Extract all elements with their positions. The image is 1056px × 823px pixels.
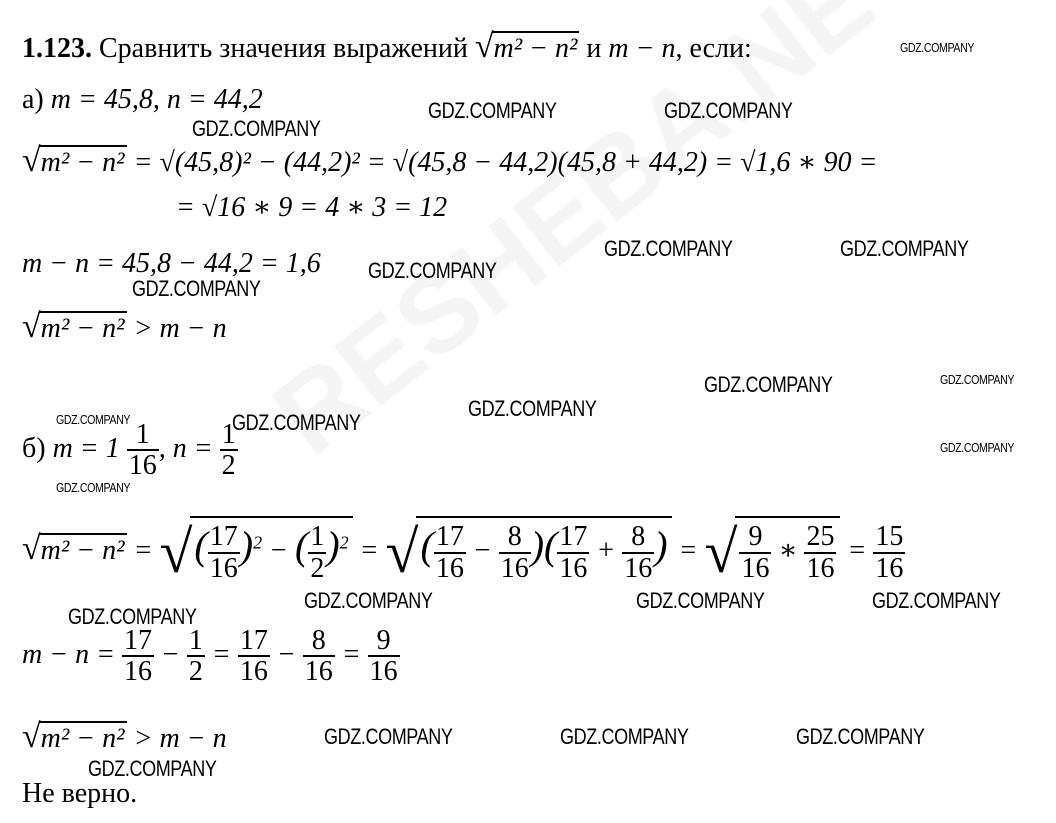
watermark: GDZ.COMPANY bbox=[900, 40, 975, 55]
watermark: GDZ.COMPANY bbox=[56, 480, 131, 495]
fraction-denominator: 16 bbox=[435, 552, 464, 584]
watermark: GDZ.COMPANY bbox=[304, 588, 433, 613]
watermark: GDZ.COMPANY bbox=[840, 236, 969, 261]
sqrt-expression: m² − n² bbox=[40, 723, 125, 754]
fraction-denominator: 16 bbox=[559, 552, 588, 584]
fraction-numerator: 1 bbox=[188, 625, 203, 656]
fraction-numerator: 8 bbox=[622, 522, 654, 553]
sqrt-expression: m² − n² bbox=[40, 535, 125, 566]
fraction-numerator: 1 bbox=[310, 521, 325, 553]
watermark: GDZ.COMPANY bbox=[560, 724, 689, 749]
watermark: GDZ.COMPANY bbox=[232, 410, 361, 435]
sqrt-expression: m² − n² bbox=[40, 147, 125, 178]
watermark: GDZ.COMPANY bbox=[324, 724, 453, 749]
watermark: GDZ.COMPANY bbox=[872, 588, 1001, 613]
watermark: GDZ.COMPANY bbox=[636, 588, 765, 613]
watermark: GDZ.COMPANY bbox=[68, 604, 197, 629]
watermark: GDZ.COMPANY bbox=[132, 276, 261, 301]
watermark: GDZ.COMPANY bbox=[468, 396, 597, 421]
fraction-denominator: 16 bbox=[806, 552, 835, 584]
watermark: GDZ.COMPANY bbox=[604, 236, 733, 261]
part-b-difference: m − n = $\frac{17}{16}$ − $\frac{1}{2}$ = $\frac{17}{16}$ − $\frac{8}{16}$ = $\frac{9}{16}$ bbox=[22, 625, 398, 688]
fraction-numerator: 25 bbox=[806, 521, 835, 553]
part-a-compare: √m² − n² > m − n bbox=[22, 308, 227, 345]
watermark: GDZ.COMPANY bbox=[940, 440, 1015, 455]
fraction-denominator: 16 bbox=[209, 552, 238, 584]
given-n: , n = bbox=[158, 432, 213, 464]
part-b-given bbox=[22, 420, 238, 481]
watermark: GDZ.COMPANY bbox=[704, 372, 833, 397]
conclusion: Не верно. bbox=[22, 778, 138, 809]
fraction-numerator: 17 bbox=[209, 521, 238, 553]
fraction-numerator: 8 bbox=[499, 522, 531, 553]
watermark: GDZ.COMPANY bbox=[796, 724, 925, 749]
fraction-numerator: 1 bbox=[127, 420, 159, 451]
fraction-numerator: 9 bbox=[368, 626, 400, 657]
fraction-denominator: 2 bbox=[188, 656, 203, 688]
fraction-denominator: 16 bbox=[624, 552, 653, 584]
fraction-denominator: 16 bbox=[500, 552, 529, 584]
difference-lhs: m − n = bbox=[22, 638, 116, 670]
fraction-numerator: 17 bbox=[124, 625, 153, 656]
given-m: m = 1 bbox=[52, 432, 120, 464]
problem-tail: , если: bbox=[675, 33, 752, 64]
watermark: GDZ.COMPANY bbox=[664, 98, 793, 123]
watermark: GDZ.COMPANY bbox=[428, 98, 557, 123]
fraction-numerator: 9 bbox=[739, 522, 771, 553]
part-a-values: m = 45,8, n = 44,2 bbox=[50, 84, 263, 115]
problem-and: и bbox=[586, 33, 602, 64]
fraction-denominator: 16 bbox=[239, 656, 268, 688]
fraction-denominator: 16 bbox=[304, 656, 333, 688]
part-a-label: а) bbox=[22, 84, 44, 115]
fraction-denominator: 16 bbox=[128, 450, 157, 482]
fraction-numerator: 15 bbox=[875, 521, 904, 553]
part-a-line1: √m² − n² = √(45,8)² − (44,2)² = √(45,8 − 44,2)(45,8 + 44,2) = √1,6 ∗ 90 = bbox=[22, 142, 878, 179]
problem-expr2: m − n bbox=[608, 33, 676, 64]
watermark: GDZ.COMPANY bbox=[88, 756, 217, 781]
part-a-given bbox=[22, 84, 263, 116]
watermark: GDZ.COMPANY bbox=[56, 412, 131, 427]
sqrt-expression: m² − n² bbox=[493, 33, 578, 64]
problem-statement: Сравнить значения выражений bbox=[99, 33, 468, 64]
part-a-line1-tail: = √(45,8)² − (44,2)² = √(45,8 − 44,2)(45,8 + 44,2) = √1,6 ∗ 90 = bbox=[133, 147, 878, 178]
fraction-numerator: 8 bbox=[303, 626, 335, 657]
fraction-numerator: 17 bbox=[559, 521, 588, 553]
part-b-line1: √m² − n² = √( $\frac{17}{16}$ )$^2$ − ( $\frac{1}{2}$ )$^2$ = √( $\frac{17}{16}$ − $\frac{8}{16}$ )( $\frac{17}{16}$ + $\frac{8}{16}$ ) = √ $\frac{9}{16}$ ∗ $\frac{25}{16}$ = $\frac{15}{16}$ bbox=[22, 516, 905, 587]
fraction-denominator: 2 bbox=[221, 450, 236, 482]
fraction-denominator: 16 bbox=[369, 656, 398, 688]
compare-tail: > m − n bbox=[133, 313, 227, 344]
sqrt-expression: m² − n² bbox=[40, 313, 125, 344]
fraction-numerator: 17 bbox=[435, 521, 464, 553]
fraction-denominator: 2 bbox=[310, 552, 325, 584]
part-a-line2: = √16 ∗ 9 = 4 ∗ 3 = 12 bbox=[176, 192, 448, 223]
fraction-denominator: 16 bbox=[741, 552, 770, 584]
problem-title: 1.123. Сравнить значения выражений √m² − n² и m − n, если: bbox=[22, 28, 752, 65]
part-b-label: б) bbox=[22, 432, 46, 464]
problem-number: 1.123. bbox=[22, 33, 92, 64]
fraction-numerator: 17 bbox=[239, 625, 268, 656]
watermark: GDZ.COMPANY bbox=[368, 258, 497, 283]
fraction-denominator: 16 bbox=[875, 552, 904, 584]
watermark: GDZ.COMPANY bbox=[940, 372, 1015, 387]
fraction-numerator: 1 bbox=[221, 419, 236, 450]
watermark: GDZ.COMPANY bbox=[192, 116, 321, 141]
part-a-line3: m − n = 45,8 − 44,2 = 1,6 bbox=[22, 248, 321, 279]
fraction-denominator: 16 bbox=[124, 656, 153, 688]
compare-tail: > m − n bbox=[133, 723, 227, 754]
part-b-compare: √m² − n² > m − n bbox=[22, 718, 227, 755]
